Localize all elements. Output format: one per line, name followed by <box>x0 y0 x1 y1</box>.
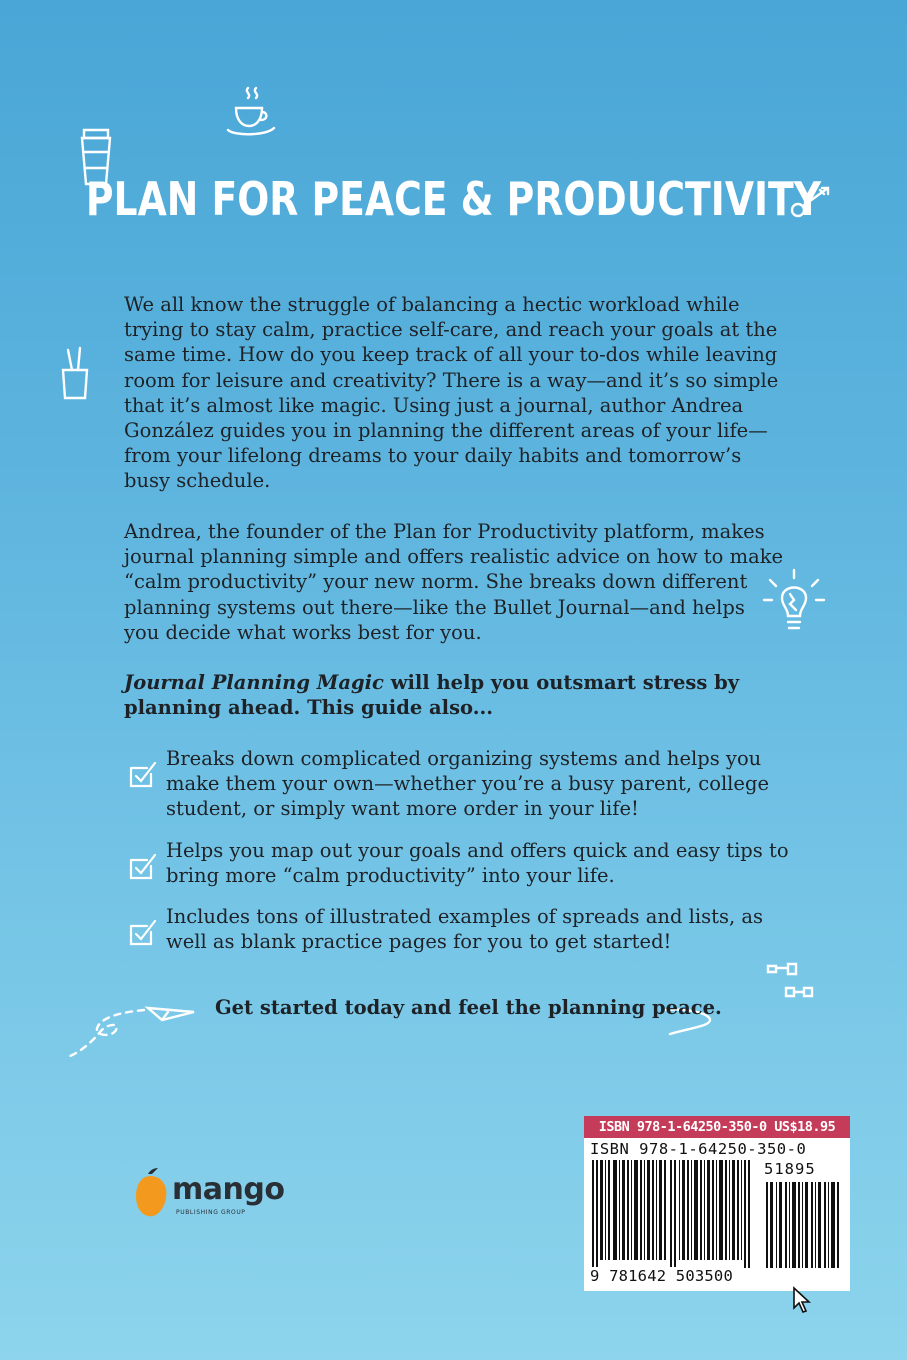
mango-fruit-icon <box>134 1166 170 1222</box>
bullet-text-1: Breaks down complicated organizing systems and helps you make them your own—whether you’re a busy parent, college student, or simply want more order in your life! <box>166 747 769 821</box>
intro-text: will help you outsmart stress by planning ahead. This guide also... <box>124 671 740 720</box>
publisher-name: mango <box>172 1172 285 1207</box>
description-paragraph-2: Andrea, the founder of the Plan for Productivity platform, makes journal planning simple and offers realistic advice on how to make “calm productivity” your new norm. She breaks down different planning systems out there—like the Bullet Journal—and helps you decide what works best for you. <box>124 520 784 644</box>
closing-line: Get started today and feel the planning peace. <box>215 996 722 1019</box>
checkbox-icon <box>128 760 158 788</box>
page-title: PLAN FOR PEACE & PRODUCTIVITY <box>85 172 822 226</box>
checkbox-icon <box>128 918 158 946</box>
dumbbell-icon <box>762 962 816 1000</box>
isbn-price-band: ISBN 978-1-64250-350-0 US$18.95 <box>584 1116 850 1138</box>
barcode-box <box>584 1116 850 1291</box>
description-paragraph-1: We all know the struggle of balancing a hectic workload while trying to stay calm, practice self-care, and reach your goals at the same time. How do you keep track of all your to-dos while leaving room for leisure and creativity? There is a way—and it’s so simple that it’s almost like magic. Using just a journal, author Andrea González guides you in planning the different areas of your life—from your lifelong dreams to your daily habits and tomorrow’s busy schedule. <box>124 293 779 493</box>
coffee-cup-icon <box>222 84 280 142</box>
intro-paragraph <box>124 670 784 720</box>
checkbox-icon <box>128 852 158 880</box>
book-title: Journal Planning Magic <box>124 671 384 694</box>
publisher-tagline: PUBLISHING GROUP <box>176 1209 246 1216</box>
price-addon-barcode <box>764 1182 844 1268</box>
addon-number: 51895 <box>764 1160 816 1178</box>
bullet-text-2: Helps you map out your goals and offers quick and easy tips to bring more “calm productivity” into your life. <box>166 839 789 888</box>
isbn-text: ISBN 978-1-64250-350-0 <box>590 1140 807 1158</box>
pencil-cup-icon <box>58 346 92 402</box>
ean-number: 9 781642 503500 <box>590 1267 733 1285</box>
cursor-arrow-icon <box>792 1286 812 1314</box>
ean-barcode <box>590 1160 756 1268</box>
bullet-text-3: Includes tons of illustrated examples of spreads and lists, as well as blank practice pages for you to get started! <box>166 905 763 954</box>
publisher-logo <box>134 1166 304 1232</box>
